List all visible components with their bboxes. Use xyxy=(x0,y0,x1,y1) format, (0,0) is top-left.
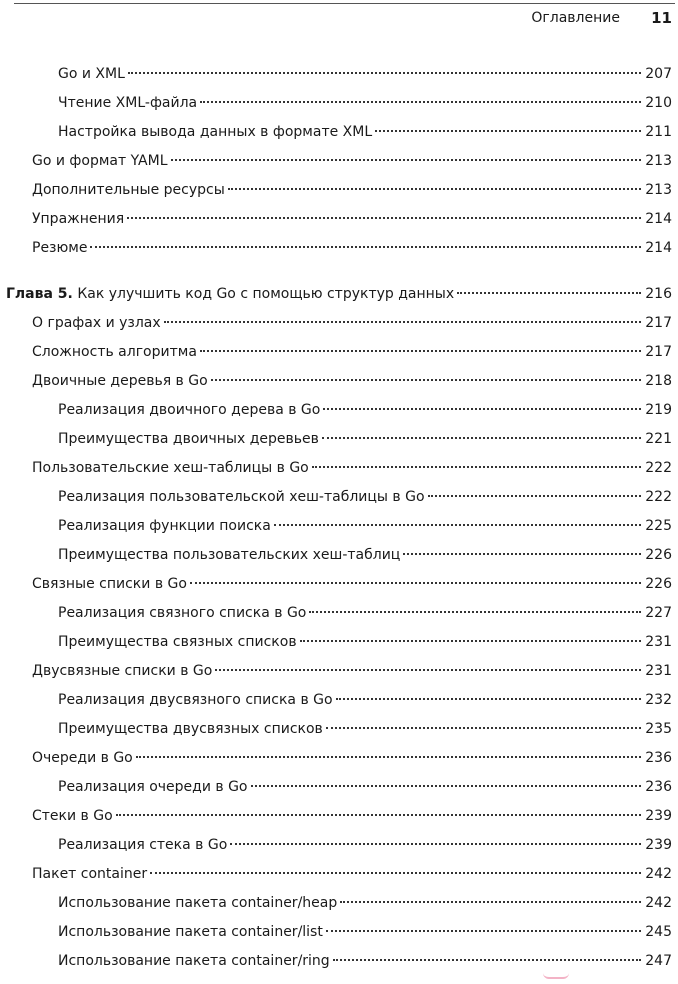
page-number: 11 xyxy=(651,9,672,27)
toc-entry[interactable] xyxy=(0,947,678,976)
toc-entry-page: 231 xyxy=(645,663,672,679)
toc-entry-label: Реализация стека в Go xyxy=(58,837,228,853)
toc-entry-label: Преимущества связных списков xyxy=(58,634,297,650)
toc-entry[interactable] xyxy=(0,541,678,570)
dot-leader xyxy=(375,130,641,132)
dot-leader xyxy=(150,872,641,874)
toc-entry[interactable] xyxy=(0,454,678,483)
dot-leader xyxy=(136,756,641,758)
dot-leader xyxy=(228,188,641,190)
toc-entry-page: 214 xyxy=(645,240,672,256)
toc-entry-label: Пакет container xyxy=(32,866,148,882)
toc-entry-label: Сложность алгоритма xyxy=(32,344,197,360)
toc-entry[interactable] xyxy=(0,425,678,454)
toc-entry-page: 216 xyxy=(645,286,672,302)
dot-leader xyxy=(251,785,642,787)
toc-entry-label: Двоичные деревья в Go xyxy=(32,373,208,389)
toc-entry-label: Реализация пользовательской хеш-таблицы в Go xyxy=(58,489,425,505)
toc-entry-page: 247 xyxy=(645,953,672,969)
dot-leader xyxy=(323,408,641,410)
toc-entry-label: Дополнительные ресурсы xyxy=(32,182,225,198)
dot-leader xyxy=(340,901,641,903)
toc-entry-label: Упражнения xyxy=(32,211,125,227)
dot-leader xyxy=(215,669,641,671)
toc-entry-page: 210 xyxy=(645,95,672,111)
toc-entry-label: Реализация двусвязного списка в Go xyxy=(58,692,333,708)
toc-entry[interactable] xyxy=(0,657,678,686)
toc-entry[interactable] xyxy=(0,512,678,541)
toc-entry[interactable] xyxy=(0,89,678,118)
toc-entry-label: Реализация двоичного дерева в Go xyxy=(58,402,321,418)
dot-leader xyxy=(211,379,641,381)
toc-entry-label: Настройка вывода данных в формате XML xyxy=(58,124,373,140)
toc-entry-label: Go и XML xyxy=(58,66,125,82)
chapter-title: Как улучшить код Go с помощью структур данных xyxy=(72,286,455,302)
dot-leader xyxy=(300,640,641,642)
toc-entry[interactable] xyxy=(0,628,678,657)
toc-entry-label: Использование пакета container/list xyxy=(58,924,323,940)
toc-entry-label: Стеки в Go xyxy=(32,808,113,824)
toc-entry-page: 242 xyxy=(645,895,672,911)
toc-entry[interactable] xyxy=(0,176,678,205)
dot-leader xyxy=(322,437,641,439)
dot-leader xyxy=(200,350,641,352)
dot-leader xyxy=(312,466,641,468)
toc-entry-page: 236 xyxy=(645,779,672,795)
toc-entry-page: 217 xyxy=(645,315,672,331)
toc-entry-page: 225 xyxy=(645,518,672,534)
toc-entry-label: Реализация связного списка в Go xyxy=(58,605,307,621)
toc-entry[interactable] xyxy=(0,889,678,918)
toc-entry-page: 245 xyxy=(645,924,672,940)
dot-leader xyxy=(171,159,641,161)
toc-entry-page: 239 xyxy=(645,808,672,824)
chapter-number: Глава 5. xyxy=(6,286,73,302)
dot-leader xyxy=(164,321,641,323)
toc-entry-label: Go и формат YAML xyxy=(32,153,168,169)
toc-entry-page: 227 xyxy=(645,605,672,621)
toc-entry[interactable] xyxy=(0,802,678,831)
toc-entry-page: 236 xyxy=(645,750,672,766)
toc-entry[interactable] xyxy=(0,118,678,147)
toc-entry[interactable] xyxy=(0,396,678,425)
toc-entry-page: 222 xyxy=(645,460,672,476)
toc-entry-page: 213 xyxy=(645,153,672,169)
toc-entry-label: Использование пакета container/ring xyxy=(58,953,330,969)
toc-entry[interactable] xyxy=(0,744,678,773)
toc-entry-page: 211 xyxy=(645,124,672,140)
toc-entry[interactable] xyxy=(0,483,678,512)
toc-entry[interactable] xyxy=(0,599,678,628)
toc-entry[interactable] xyxy=(0,309,678,338)
toc-entry-page: 226 xyxy=(645,547,672,563)
toc-entry-page: 235 xyxy=(645,721,672,737)
dot-leader xyxy=(403,553,641,555)
toc-entry-label: Преимущества пользовательских хеш-таблиц xyxy=(58,547,401,563)
toc-entry-page: 213 xyxy=(645,182,672,198)
toc-entry[interactable] xyxy=(0,918,678,947)
toc-entry-page: 207 xyxy=(645,66,672,82)
toc-entry-label: Реализация очереди в Go xyxy=(58,779,248,795)
toc-entry-label: Преимущества двоичных деревьев xyxy=(58,431,319,447)
toc-entry-page: 226 xyxy=(645,576,672,592)
toc-entry[interactable] xyxy=(0,205,678,234)
toc-entry[interactable] xyxy=(0,773,678,802)
dot-leader xyxy=(127,217,641,219)
toc-entry-page: 222 xyxy=(645,489,672,505)
pen-mark xyxy=(543,973,569,979)
dot-leader xyxy=(274,524,641,526)
dot-leader xyxy=(457,292,641,294)
toc-entry-page: 219 xyxy=(645,402,672,418)
toc-entry-page: 214 xyxy=(645,211,672,227)
dot-leader xyxy=(190,582,641,584)
toc-entry[interactable] xyxy=(0,147,678,176)
toc-entry[interactable] xyxy=(0,367,678,396)
dot-leader xyxy=(90,246,641,248)
toc-entry[interactable] xyxy=(0,686,678,715)
running-title: Оглавление xyxy=(531,10,620,26)
toc-entry-label: Резюме xyxy=(32,240,88,256)
toc-entry[interactable] xyxy=(0,715,678,744)
toc-entry[interactable] xyxy=(0,338,678,367)
header-rule xyxy=(14,3,675,4)
toc-entry-page: 242 xyxy=(645,866,672,882)
dot-leader xyxy=(200,101,641,103)
toc-entry-label: О графах и узлах xyxy=(32,315,161,331)
toc-entry[interactable] xyxy=(0,831,678,860)
toc-entry-page: 232 xyxy=(645,692,672,708)
dot-leader xyxy=(230,843,641,845)
toc-entry-page: 218 xyxy=(645,373,672,389)
dot-leader xyxy=(333,959,641,961)
toc-entry-label: Преимущества двусвязных списков xyxy=(58,721,323,737)
dot-leader xyxy=(326,930,641,932)
toc-entry-page: 217 xyxy=(645,344,672,360)
toc-entry-label: Использование пакета container/heap xyxy=(58,895,338,911)
page-header xyxy=(0,0,678,34)
toc-entry[interactable] xyxy=(0,570,678,599)
toc-entry[interactable] xyxy=(0,60,678,89)
toc-entry-label: Пользовательские хеш-таблицы в Go xyxy=(32,460,309,476)
toc-entry-label: Чтение XML-файла xyxy=(58,95,198,111)
dot-leader xyxy=(116,814,641,816)
dot-leader xyxy=(428,495,641,497)
toc-entry-page: 221 xyxy=(645,431,672,447)
dot-leader xyxy=(336,698,641,700)
toc-entry-page: 231 xyxy=(645,634,672,650)
toc-entry-label: Двусвязные списки в Go xyxy=(32,663,213,679)
table-of-contents xyxy=(0,60,678,976)
dot-leader xyxy=(326,727,641,729)
toc-entry-label: Реализация функции поиска xyxy=(58,518,271,534)
dot-leader xyxy=(128,72,641,74)
dot-leader xyxy=(309,611,641,613)
toc-entry-label: Очереди в Go xyxy=(32,750,133,766)
toc-entry-label: Связные списки в Go xyxy=(32,576,187,592)
toc-chapter-entry[interactable] xyxy=(0,280,678,309)
toc-entry[interactable] xyxy=(0,860,678,889)
toc-entry-page: 239 xyxy=(645,837,672,853)
toc-entry-label xyxy=(6,280,454,309)
toc-entry[interactable] xyxy=(0,234,678,263)
